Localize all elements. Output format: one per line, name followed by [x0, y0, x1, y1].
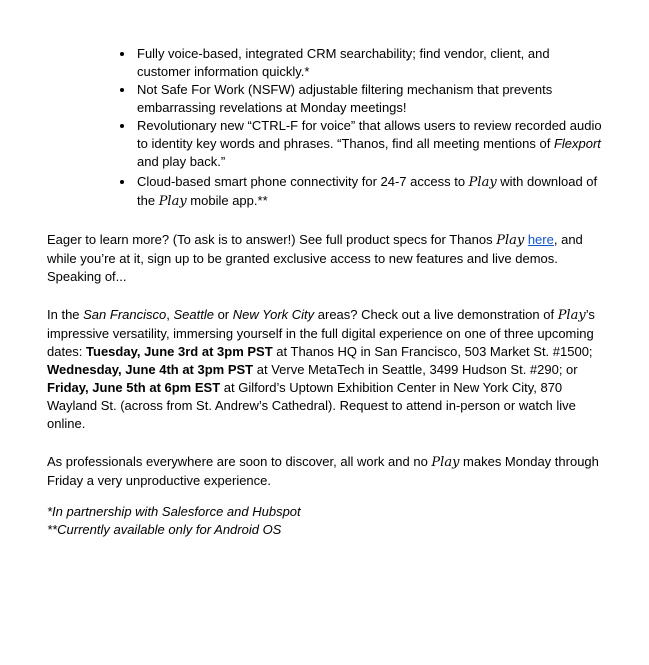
text-run: Wednesday, June 4th at 3pm PST [47, 362, 254, 377]
play-wordmark: Play [496, 233, 525, 248]
play-wordmark: Play [557, 308, 586, 323]
here-link[interactable]: here [527, 232, 554, 247]
text-run: ’s impressive versatility, immersing yourself in the full digital experience on one of three upcoming dates: [47, 307, 595, 359]
text-run: , [166, 307, 174, 322]
text-run: and play back.” [137, 154, 226, 169]
text-run: **Currently available only for Android OS [47, 522, 282, 537]
text-run: , and while you’re at it, sign up to be granted exclusive access to new features and live demos. Speaking of... [47, 232, 583, 284]
text-run: at Verve MetaTech in Seattle, 3499 Hudson St. #290; or [253, 362, 578, 377]
text-run: Seattle [173, 307, 214, 322]
bullet-item-crm-search [135, 45, 605, 81]
paragraph-demo-events [47, 306, 605, 433]
text-run: Friday, June 5th at 6pm EST [47, 380, 221, 395]
text-run: with download of the [137, 174, 598, 208]
text-run: As professionals everywhere are soon to discover, all work and no [47, 454, 432, 469]
text-run: New York City [232, 307, 315, 322]
text-run: Fully voice-based, integrated CRM searchability; find vendor, client, and customer information quickly.* [137, 46, 550, 79]
feature-bullet-list [47, 45, 605, 211]
text-run: areas? Check out a live demonstration of [314, 307, 558, 322]
text-run: Flexport [553, 136, 601, 151]
text-run: Eager to learn more? (To ask is to answer!) See full product specs for Thanos [47, 232, 497, 247]
document-content [47, 45, 605, 539]
text-run: In the [47, 307, 84, 322]
play-wordmark: Play [158, 194, 187, 209]
text-run: Not Safe For Work (NSFW) adjustable filtering mechanism that prevents embarrassing revelations at Monday meetings! [137, 82, 553, 115]
text-run: makes Monday through Friday a very unproductive experience. [47, 454, 599, 488]
play-wordmark: Play [468, 175, 497, 190]
footnote-android [47, 521, 605, 539]
paragraph-closing [47, 453, 605, 490]
paragraph-learn-more [47, 231, 605, 286]
bullet-item-cloud-connectivity [135, 173, 605, 211]
bullet-item-ctrl-f-voice [135, 117, 605, 171]
text-run: San Francisco [83, 307, 167, 322]
play-wordmark: Play [431, 455, 460, 470]
text-run: at Gilford’s Uptown Exhibition Center in New York City, 870 Wayland St. (across from St. Andrew’s Cathedral). Request to attend in-person or watch live online. [47, 380, 576, 431]
footnotes [47, 503, 605, 539]
bullet-item-nsfw-filter [135, 81, 605, 117]
text-run: Cloud-based smart phone connectivity for 24-7 access to [137, 174, 469, 189]
text-run: or [213, 307, 233, 322]
footnote-partnership [47, 503, 605, 521]
text-run: *In partnership with Salesforce and Hubspot [47, 504, 301, 519]
text-run: at Thanos HQ in San Francisco, 503 Market St. #1500; [272, 344, 593, 359]
text-run: Revolutionary new “CTRL-F for voice” that allows users to review recorded audio to identity key words and phrases. “Thanos, find all meeting mentions of [137, 118, 602, 151]
text-run: Tuesday, June 3rd at 3pm PST [86, 344, 273, 359]
text-run: mobile app.** [186, 193, 268, 208]
